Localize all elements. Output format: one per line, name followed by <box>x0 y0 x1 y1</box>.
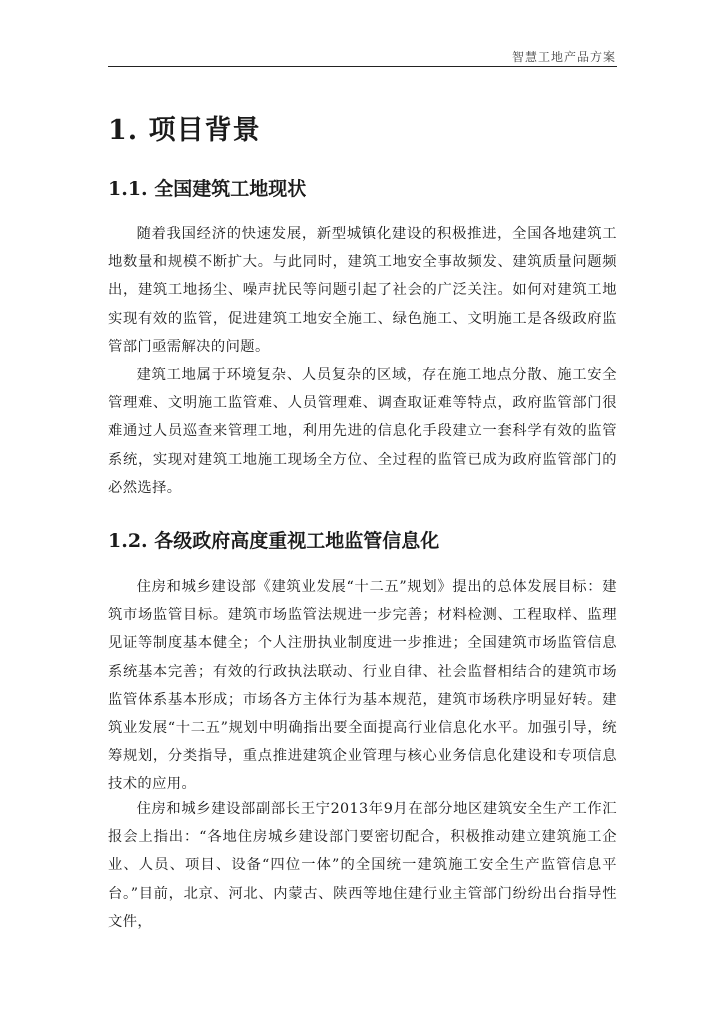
section-heading-1-2: 1.2. 各级政府高度重视工地监管信息化 <box>108 530 440 552</box>
running-header: 智慧工地产品方案 <box>511 50 616 64</box>
paragraph: 随着我国经济的快速发展，新型城镇化建设的积极推进，全国各地建筑工地数量和规模不断扩大。与此同时，建筑工地安全事故频发、建筑质量问题频出，建筑工地扬尘、噪声扰民等问题引起了社会的广泛关注。如何对建筑工地实现有效的监管，促进建筑工地安全施工、绿色施工、文明施工是各级政府监管部门亟需解决的问题。 <box>108 226 617 355</box>
paragraph: 住房和城乡建设部《建筑业发展“十二五”规划》提出的总体发展目标：建筑市场监管目标。建筑市场监管法规进一步完善；材料检测、工程取样、监理见证等制度基本健全；个人注册执业制度进一步推进；全国建筑市场监管信息系统基本完善；有效的行政执法联动、行业自律、社会监督相结合的建筑市场监管体系基本形成；市场各方主体行为基本规范，建筑市场秩序明显好转。建筑业发展“十二五”规划中明确指出要全面提高行业信息化水平。加强引导，统筹规划，分类指导，重点推进建筑企业管理与核心业务信息化建设和专项信息技术的应用。 <box>108 579 617 793</box>
header-rule <box>108 66 617 67</box>
section-heading-1-1: 1.1. 全国建筑工地现状 <box>108 178 307 200</box>
paragraph: 住房和城乡建设部副部长王宁2013年9月在部分地区建筑安全生产工作汇报会上指出：“各地住房城乡建设部门要密切配合，积极推动建立建筑施工企业、人员、项目、设备“四位一体”的全国统一建筑施工安全生产监管信息平台。”目前，北京、河北、内蒙古、陕西等地住建行业主管部门纷纷出台指导性文件， <box>108 801 617 930</box>
paragraph: 建筑工地属于环境复杂、人员复杂的区域，存在施工地点分散、施工安全管理难、文明施工监管难、人员管理难、调查取证难等特点，政府监管部门很难通过人员巡查来管理工地，利用先进的信息化手段建立一套科学有效的监管系统，实现对建筑工地施工现场全方位、全过程的监管已成为政府监管部门的必然选择。 <box>108 367 617 496</box>
chapter-heading: 1. 项目背景 <box>108 115 261 146</box>
